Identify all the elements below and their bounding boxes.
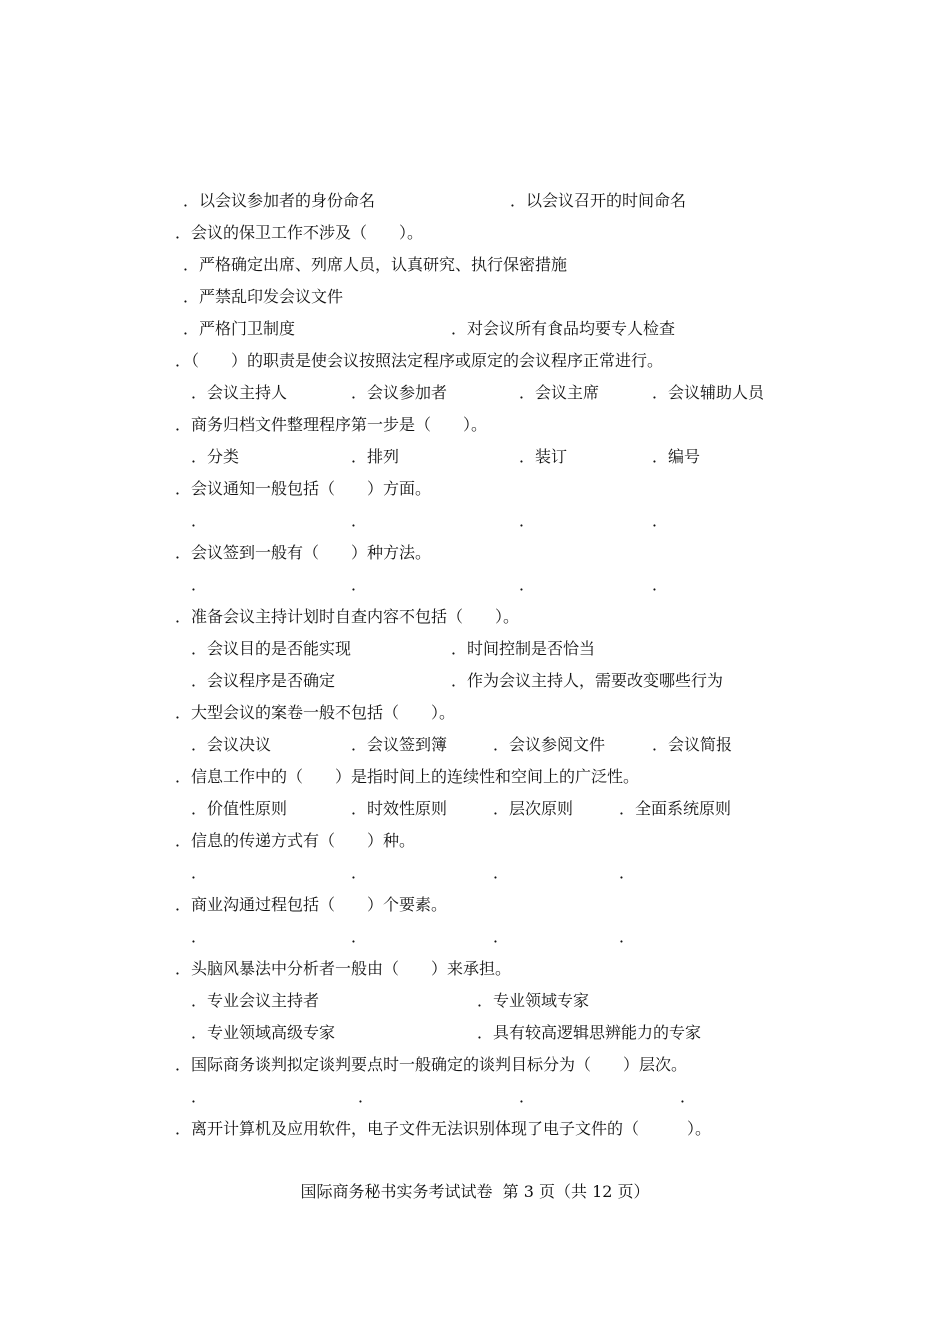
option-d: ．全面系统原则 [619,799,732,818]
question-stem: ．大型会议的案卷一般不包括（ ）。 [175,703,456,722]
option-a: ．会议主持人 [191,383,288,402]
option-b: ．会议参加者 [351,383,448,402]
option-c: ．会议参阅文件 [493,735,606,754]
option-d: ． [619,863,636,882]
question-stem: ．离开计算机及应用软件，电子文件无法识别体现了电子文件的（ ）。 [175,1119,712,1138]
option-d: ．会议辅助人员 [652,383,765,402]
option-a: ．会议决议 [191,735,272,754]
question-stem: ．商务归档文件整理程序第一步是（ ）。 [175,415,488,434]
option-d: ．会议简报 [652,735,733,754]
option-a: ．严格确定出席、列席人员，认真研究、执行保密措施 [183,255,568,274]
option-a: ． [191,511,208,530]
option-b: ． [351,863,368,882]
option-c: ． [493,863,510,882]
option-b: ． [351,575,368,594]
question-stem: ．国际商务谈判拟定谈判要点时一般确定的谈判目标分为（ ）层次。 [175,1055,688,1074]
question-stem: ．信息的传递方式有（ ）种。 [175,831,416,850]
option-c: ． [519,575,536,594]
page-footer: 国际商务秘书实务考试试卷 第 3 页（共 12 页） [300,1182,650,1201]
question-stem: ．会议通知一般包括（ ）方面。 [175,479,432,498]
option-a: ．价值性原则 [191,799,288,818]
option-b: ． [351,927,368,946]
option-a: ． [191,575,208,594]
question-stem: ．会议签到一般有（ ）种方法。 [175,543,432,562]
option-c: ．会议程序是否确定 [191,671,336,690]
option-d: ．对会议所有食品均要专人检查 [451,319,676,338]
option-a: ．专业会议主持者 [191,991,320,1010]
question-stem: ．商业沟通过程包括（ ）个要素。 [175,895,448,914]
option-b: ．专业领域专家 [477,991,590,1010]
option-c: ．装订 [519,447,568,466]
question-stem: ．会议的保卫工作不涉及（ ）。 [175,223,424,242]
option-d: ． [680,1087,697,1106]
option-c: ．以会议参加者的身份命名 [183,191,376,210]
option-d: ．编号 [652,447,701,466]
option-d: ．具有较高逻辑思辨能力的专家 [477,1023,702,1042]
option-b: ． [351,511,368,530]
option-b: ．时效性原则 [351,799,448,818]
option-d: ．以会议召开的时间命名 [510,191,687,210]
option-c: ．专业领域高级专家 [191,1023,336,1042]
option-a: ．会议目的是否能实现 [191,639,352,658]
option-d: ．作为会议主持人，需要改变哪些行为 [451,671,724,690]
option-c: ． [493,927,510,946]
option-c: ．严格门卫制度 [183,319,296,338]
option-b: ． [358,1087,375,1106]
question-stem: ．头脑风暴法中分析者一般由（ ）来承担。 [175,959,512,978]
option-d: ． [619,927,636,946]
option-a: ． [191,1087,208,1106]
option-c: ．层次原则 [493,799,574,818]
option-a: ． [191,863,208,882]
option-b: ．排列 [351,447,400,466]
option-c: ． [519,1087,536,1106]
option-b: ．会议签到簿 [351,735,448,754]
option-a: ．分类 [191,447,240,466]
option-a: ． [191,927,208,946]
question-stem: ．（ ）的职责是使会议按照法定程序或原定的会议程序正常进行。 [175,351,664,370]
option-b: ．时间控制是否恰当 [451,639,596,658]
option-d: ． [652,575,669,594]
option-c: ．会议主席 [519,383,600,402]
option-d: ． [652,511,669,530]
option-c: ． [519,511,536,530]
question-stem: ．准备会议主持计划时自查内容不包括（ ）。 [175,607,520,626]
option-b: ．严禁乱印发会议文件 [183,287,344,306]
question-stem: ．信息工作中的（ ）是指时间上的连续性和空间上的广泛性。 [175,767,640,786]
